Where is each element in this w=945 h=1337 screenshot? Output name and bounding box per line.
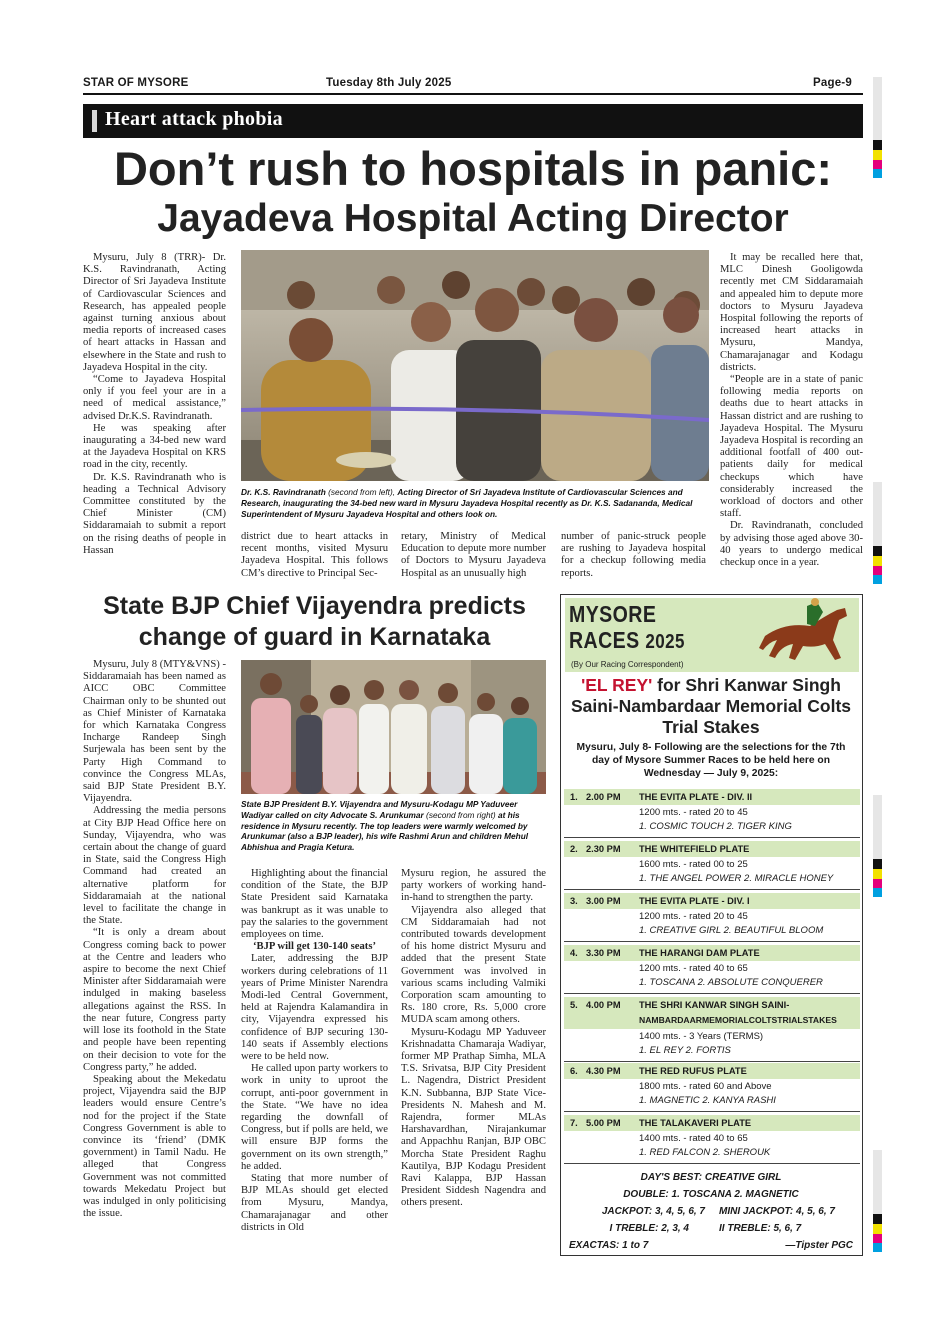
jackpot: JACKPOT: 3, 4, 5, 6, 7	[601, 1206, 705, 1217]
race-detail: 1800 mts. - rated 60 and Above	[639, 1081, 772, 1092]
color-swatch-cyan	[873, 169, 882, 178]
race-time: 5.00 PM	[586, 1118, 621, 1128]
races-year: 2025	[645, 631, 685, 653]
paragraph: Stating that more number of BJP MLAs should get elected from Mysuru, Mandya, Chamarajanagar and other districts in Old	[241, 1173, 388, 1233]
caption-name: State BJP President B.Y. Vijayendra and Mysuru-Kodagu MP Yaduveer Wadiyar called on city Advocate S. Arunkumar	[241, 799, 518, 820]
kicker-text: Heart attack phobia	[105, 108, 283, 130]
crop-bar	[873, 482, 882, 546]
race-divider	[564, 993, 860, 994]
color-swatch-magenta	[873, 566, 882, 575]
races-headline	[561, 675, 861, 738]
bjp-leaders-photo	[241, 660, 546, 794]
race-number: 2.	[570, 844, 578, 854]
paragraph: number of panic-struck people are rushing to Jayadeva hospital for a checkup following media reports.	[561, 531, 706, 579]
race-detail: 1200 mts. - rated 20 to 45	[639, 911, 748, 922]
color-swatch-yellow	[873, 869, 882, 879]
kicker-accent	[92, 110, 97, 132]
races-title	[569, 601, 685, 655]
races-title-line2: RACES	[569, 627, 640, 653]
race-detail: 1600 mts. - rated 00 to 25	[639, 859, 748, 870]
race-header-row	[564, 789, 860, 805]
crop-bar	[873, 1150, 882, 1214]
paragraph: “People are in a state of panic following media reports on deaths due to heart attacks in Hassan district and are rushing to Jayadeva Hospital. The Mysuru Jayadeva Hospital is recording an additional footfall of 400 out-patients daily for medical checkups which have considerably increased the workload of doctors and other staff.	[720, 374, 863, 520]
page-date: Tuesday 8th July 2025	[326, 77, 452, 89]
race-name: THE EVITA PLATE - DIV. II	[639, 792, 753, 802]
treble-2: II TREBLE: 5, 6, 7	[719, 1223, 802, 1234]
racing-correspondent: (By Our Racing Correspondent)	[571, 660, 684, 669]
race-time: 2.00 PM	[586, 792, 621, 802]
crop-bar	[873, 795, 882, 859]
color-swatch-magenta	[873, 1234, 882, 1243]
paragraph: Dr. K.S. Ravindranath who is heading a Technical Advisory Committee constituted by the Chief Minister (CM) Siddaramaiah to submit a report on the rising deaths of people in Hassan	[83, 471, 226, 556]
caption-note: (second from left),	[325, 487, 398, 497]
racehorse-icon	[755, 596, 859, 672]
treble-1: I TREBLE: 2, 3, 4	[609, 1223, 689, 1234]
race-detail: 1400 mts. - rated 40 to 65	[639, 1133, 748, 1144]
races-headline-text: for Shri Kanwar Singh Saini-Nambardaar Memorial Colts Trial Stakes	[570, 675, 852, 737]
paragraph: He called upon party workers to work in unity to uproot the corrupt, anti-poor government in the State. “We have no idea regarding the downfall of Congress, but if polls are held, we will ensure BJP forms the government on its own strength,” he added.	[241, 1063, 388, 1172]
color-swatch-black	[873, 546, 882, 556]
race-time: 3.00 PM	[586, 896, 621, 906]
race-name: THE SHRI KANWAR SINGH SAINI-	[639, 1000, 790, 1010]
race-number: 4.	[570, 948, 578, 958]
exactas: EXACTAS: 1 to 7	[569, 1240, 649, 1251]
color-swatch-yellow	[873, 1224, 882, 1234]
color-swatch-black	[873, 1214, 882, 1224]
race-entry	[564, 1063, 860, 1106]
race-header-row	[564, 1063, 860, 1079]
race-time: 2.30 PM	[586, 844, 621, 854]
caption-text: at his residence in Mysuru recently. The top leaders were warmly welcomed by Arunkumar (also a BJP leader), his wife Rashmi Arun and children Mehul Abhishua and Pragia Ketura.	[241, 809, 529, 853]
tipster-credit: —Tipster PGC	[785, 1240, 853, 1251]
race-divider	[564, 941, 860, 942]
race-divider	[564, 1111, 860, 1112]
masthead: STAR OF MYSORE	[83, 77, 189, 89]
race-name: THE HARANGI DAM PLATE	[639, 948, 760, 958]
crop-bar	[873, 77, 882, 140]
days-best: DAY'S BEST: CREATIVE GIRL	[640, 1172, 782, 1183]
race-time: 3.30 PM	[586, 948, 621, 958]
race-picks: 1. CREATIVE GIRL 2. BEAUTIFUL BLOOM	[639, 925, 824, 936]
paragraph: It may be recalled here that, MLC Dinesh Gooligowda recently met CM Siddaramaiah and appealed him to depute more doctors to Mysuru Jayadeva Hospital following the reports of increased heart attacks in Mysuru, Mandya, Chamarajanagar and Kodagu districts.	[720, 252, 863, 373]
paragraph: Mysuru, July 8 (TRR)- Dr. K.S. Ravindranath, Acting Director of Sri Jayadeva Institute of Cardiovascular Sciences and Research, has appealed people against turning anxious about media reports of increased cases of heart attacks in Hassan and elsewhere in the State and rush to Jayadeva Hospital in the city.	[83, 252, 226, 373]
caption-text: Acting Director of Sri Jayadeva Institute of Cardiovascular Sciences and Research, inaugurating the 34-bed new ward in Mysuru Jayadeva Hospital recently as Dr. K.S. Sadananda, Medical Superintendent of Mysuru Jayadeva Hospital and others look on.	[241, 487, 693, 519]
race-name-continued: NAMBARDAARMEMORIALCOLTSTRIALSTAKES	[639, 1015, 837, 1025]
race-entry	[564, 945, 860, 988]
mini-jackpot: MINI JACKPOT: 4, 5, 6, 7	[719, 1206, 835, 1217]
photo-caption-2	[241, 799, 547, 853]
race-header-row	[564, 1115, 860, 1131]
color-swatch-cyan	[873, 888, 882, 897]
page-number: Page-9	[813, 77, 852, 89]
race-entry	[564, 1115, 860, 1158]
paragraph: Highlighting about the financial condition of the State, the BJP State President said Karnataka was bankrupt as it was unable to pay the salaries to the government employees on time.	[241, 868, 388, 941]
race-detail: 1200 mts. - rated 40 to 65	[639, 963, 748, 974]
race-name: THE RED RUFUS PLATE	[639, 1066, 747, 1076]
race-number: 5.	[570, 1000, 578, 1010]
race-entry	[564, 997, 860, 1056]
color-swatch-yellow	[873, 150, 882, 160]
story2-column-2	[241, 868, 388, 1261]
paragraph: district due to heart attacks in recent months, visited Mysuru Jayadeva Hospital. This follows CM’s directive to Principal Sec-	[241, 531, 388, 579]
story1-column-3	[401, 531, 546, 589]
race-name: THE EVITA PLATE - DIV. I	[639, 896, 750, 906]
caption-name: Dr. K.S. Ravindranath	[241, 487, 326, 497]
story1-column-2	[241, 531, 388, 589]
story2-column-1	[83, 659, 226, 1261]
story1-column-1	[83, 252, 226, 588]
race-picks: 1. TOSCANA 2. ABSOLUTE CONQUERER	[639, 977, 823, 988]
headline-sub: Jayadeva Hospital Acting Director	[157, 197, 789, 240]
race-entry	[564, 789, 860, 832]
race-picks: 1. THE ANGEL POWER 2. MIRACLE HONEY	[639, 873, 834, 884]
color-swatch-magenta	[873, 160, 882, 169]
race-header-row	[564, 945, 860, 961]
races-box	[560, 594, 863, 1256]
race-entry	[564, 893, 860, 936]
race-picks: 1. MAGNETIC 2. KANYA RASHI	[639, 1095, 776, 1106]
race-detail: 1400 mts. - 3 Years (TERMS)	[639, 1031, 764, 1042]
paragraph: Mysuru region, he assured the party workers of working hand-in-hand to strengthen the party.	[401, 868, 546, 904]
paragraph: Mysuru-Kodagu MP Yaduveer Krishnadatta Chamaraja Wadiyar, former MP Prathap Simha, MLA T.S. Srivatsa, BJP City President L. Nagendra, District President K.N. Subbanna, BJP State Vice-Presidents N. Mahesh and M. Rajendra, former MLAs Harshavardhan, Nirajankumar and Appachhu Ranjan, BJP OBC Morcha State President Raghu Kautilya, BJP Kodagu President Ravi Kalappa, BJP Hassan President Siddesh Nagendra and others present.	[401, 1026, 546, 1209]
paragraph: Mysuru, July 8 (MTY&VNS) - Siddaramaiah has been named as AICC OBC Committee Chairman only to be shunted out as Chief Minister of Karnataka for which Karnataka Congress Incharge Randeep Singh Surjewala has been sent by the Party High Command to convince the Congress MLAs, said BJP State President B.Y. Vijayendra.	[83, 659, 226, 805]
race-number: 7.	[570, 1118, 578, 1128]
race-picks: 1. COSMIC TOUCH 2. TIGER KING	[639, 821, 792, 832]
paragraph: He was speaking after inaugurating a 34-bed new ward at the Jayadeva Hospital on KRS road in the city, recently.	[83, 422, 226, 471]
photo-caption-1	[241, 487, 711, 519]
headline-main: Don’t rush to hospitals in panic:	[113, 142, 833, 195]
paragraph: retary, Ministry of Medical Education to depute more number of Doctors to Mysuru Jayadeva Hospital as an unusually high	[401, 531, 546, 579]
race-divider	[564, 889, 860, 890]
races-headline-highlight: 'EL REY'	[581, 675, 653, 695]
race-header-row	[564, 997, 860, 1029]
paragraph: Dr. Ravindranath, concluded by advising those aged above 30-40 years to undergo medical checkup once in a year.	[720, 520, 863, 569]
race-header-row	[564, 841, 860, 857]
caption-note: (second from right)	[423, 809, 498, 820]
color-swatch-black	[873, 140, 882, 150]
story2-column-3	[401, 868, 546, 1261]
paragraph: “It is only a dream about Congress coming back to power at the Centre and leaders who aspire to become the next Chief Minister after Siddaramaiah were indulged in making baseless allegations against the RSS. In the near future, Congress party will lose its foothold in the State and people have been repenting on their decision to vote for the Congress party,” he added.	[83, 927, 226, 1073]
color-swatch-cyan	[873, 1243, 882, 1252]
race-divider	[564, 1061, 860, 1062]
races-title-line1: MYSORE	[569, 601, 657, 627]
race-entry	[564, 841, 860, 884]
color-swatch-cyan	[873, 575, 882, 584]
race-time: 4.00 PM	[586, 1000, 621, 1010]
race-name: THE TALAKAVERI PLATE	[639, 1118, 752, 1128]
story1-column-5	[720, 252, 863, 588]
story2-headline: State BJP Chief Vijayendra predicts change of guard in Karnataka	[103, 592, 526, 651]
race-header-row	[564, 893, 860, 909]
hospital-inauguration-photo	[241, 250, 709, 481]
color-swatch-magenta	[873, 879, 882, 888]
race-divider	[564, 837, 860, 838]
race-picks: 1. EL REY 2. FORTIS	[639, 1045, 731, 1056]
race-picks: 1. RED FALCON 2. SHEROUK	[639, 1147, 771, 1158]
color-swatch-yellow	[873, 556, 882, 566]
paragraph: Addressing the media persons at City BJP Head Office here on Sunday, Vijayendra, who was certain about the change of guard in State, said the Congress High Command had created an alternative platform for Siddaramaiah at the national level to facilitate the change in the State.	[83, 805, 226, 927]
color-swatch-black	[873, 859, 882, 869]
races-header	[565, 598, 859, 672]
race-detail: 1200 mts. - rated 20 to 45	[639, 807, 748, 818]
paragraph: Speaking about the Mekedatu project, Vijayendra said the BJP leaders would ensure Centre’s nod for the project if the State Congress Government is able to convince its ‘friend’ (DMK government) in Tamil Nadu. He alleged that Congress Government was not committed towards Mekedatu Project but was indulged in only politicising the issue.	[83, 1073, 226, 1220]
race-number: 1.	[570, 792, 578, 802]
header-rule	[83, 93, 863, 95]
race-number: 3.	[570, 896, 578, 906]
race-name: THE WHITEFIELD PLATE	[639, 844, 750, 854]
paragraph: “Come to Jayadeva Hospital only if you feel your are in a need of medical assistance,” advised Dr.K.S. Ravindranath.	[83, 374, 226, 422]
paragraph: Later, addressing the BJP workers during celebrations of 11 years of Prime Minister Narendra Modi-led Central Government, held at Rajendra Kalamandira in city, Vijayendra expressed his confidence of BJP securing 130-140 seats if Assembly elections were to be held now.	[241, 953, 388, 1063]
paragraph: Vijayendra also alleged that CM Siddaramaiah had not contributed towards development of his home district Mysuru and added that the present State Government was involved in various scams including Valmiki Corporation scam amounting to Rs. 180 crore, Rs. 5,000 crore MUDA scam among others.	[401, 904, 546, 1026]
race-time: 4.30 PM	[586, 1066, 621, 1076]
race-number: 6.	[570, 1066, 578, 1076]
kicker-banner	[83, 104, 863, 138]
race-divider	[564, 1163, 860, 1164]
double-pick: DOUBLE: 1. TOSCANA 2. MAGNETIC	[623, 1189, 799, 1200]
story1-column-4	[561, 531, 706, 589]
races-intro: Mysuru, July 8- Following are the selections for the 7th day of Mysore Summer Races to be held here on Wednesday — July 9, 2025:	[576, 742, 846, 779]
subheading: ‘BJP will get 130-140 seats’	[253, 941, 376, 953]
